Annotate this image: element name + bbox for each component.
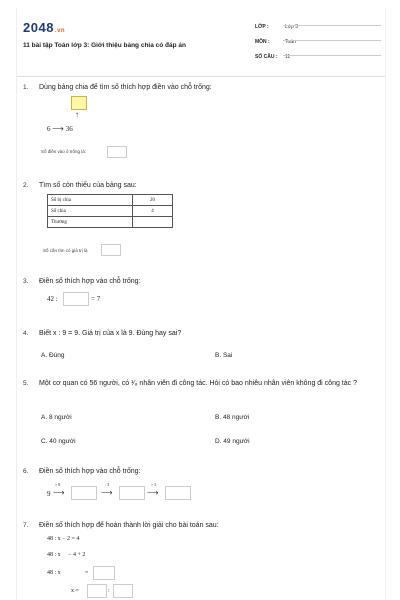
table-row: Số chia 4	[48, 206, 173, 217]
answer-hint: Số cần tìm có giá trị là	[43, 248, 88, 253]
option-a[interactable]: A. 8 người	[41, 414, 72, 421]
solution-line: x =	[71, 588, 79, 594]
arrow-right-icon: ⟶	[52, 124, 66, 133]
page-title: 11 bài tập Toán lớp 3: Giới thiệu bảng chia có đáp án	[23, 42, 186, 49]
chain-input-2[interactable]	[119, 486, 145, 500]
chain-input-1[interactable]	[71, 486, 97, 500]
solution-line: 48 : x	[47, 570, 61, 576]
arrow-right-icon: ⟶	[147, 488, 159, 497]
arrow-right-icon: ⟶	[101, 488, 113, 497]
division-table-cell	[71, 96, 87, 110]
question-2: 2. Tìm số còn thiếu của bảng sau: Số bị chia 20 Số chia 4 Thương Số cần tìm có giá trị là	[23, 172, 381, 264]
question-5: 5. Một cơ quan có 56 người, có ¹⁄₈ nhân viên đi công tác. Hỏi có bao nhiêu nhân viên không đi công tác ? A. 8 người B. 48 người C. 40 người D. 49 người	[23, 380, 357, 445]
solution-input-3[interactable]	[113, 584, 133, 598]
arrow-right-icon: ⟶	[53, 488, 65, 497]
site-logo[interactable]: 2048.vn	[23, 20, 66, 35]
solution-input-2[interactable]	[87, 584, 107, 598]
question-4: 4. Biết x : 9 = 9. Giá trị của x là 9. Đúng hay sai? A. Đúng B. Sai	[23, 330, 233, 359]
option-c[interactable]: C. 40 người	[41, 438, 76, 445]
solution-input-1[interactable]	[93, 566, 115, 580]
option-b[interactable]: B. Sai	[215, 352, 233, 359]
question-7: 7. Điền số thích hợp để hoàn thành lời giải cho bài toán sau: 48 : x − 2 = 4 48 : x − 4 + 2 48 : x = x = :	[23, 514, 381, 600]
table-row: Thương	[48, 217, 173, 228]
solution-line: 48 : x − 2 = 4	[47, 536, 80, 542]
division-table	[47, 194, 173, 228]
worksheet	[16, 8, 386, 600]
question-6: 6. Điền số thích hợp vào chỗ trống: 9 × 8 ⟶ : 3 ⟶ × 5 ⟶	[23, 460, 381, 508]
arrow-up-icon: ↑	[75, 110, 79, 119]
table-row: Số bị chia 20	[48, 195, 173, 206]
header: 2048.vn 11 bài tập Toán lớp 3: Giới thiệu bảng chia có đáp án LỚP : Lớp 3 MÔN : Toán SỐ CÂU : 11	[23, 14, 381, 70]
option-d[interactable]: D. 49 người	[215, 438, 250, 445]
chain-input-3[interactable]	[165, 486, 191, 500]
question-1: 1. Dùng bảng chia để tìm số thích hợp điền vào chỗ trống: ↑ 6 ⟶ 36 Số điền vào ô trống là:	[23, 82, 381, 172]
solution-line: 48 : x − 4 + 2	[47, 552, 86, 558]
row-value: 6	[47, 125, 51, 133]
question-3: 3. Điền số thích hợp vào chỗ trống: 42 : = 7	[23, 270, 381, 310]
option-b[interactable]: B. 48 người	[215, 414, 250, 421]
option-a[interactable]: A. Đúng	[41, 352, 65, 359]
answer-input-3[interactable]	[63, 292, 89, 306]
answer-input-1[interactable]	[107, 146, 127, 158]
column-value: 36	[65, 125, 73, 133]
answer-hint: Số điền vào ô trống là:	[41, 149, 87, 154]
answer-input-2[interactable]	[101, 244, 121, 256]
header-divider	[17, 76, 385, 77]
